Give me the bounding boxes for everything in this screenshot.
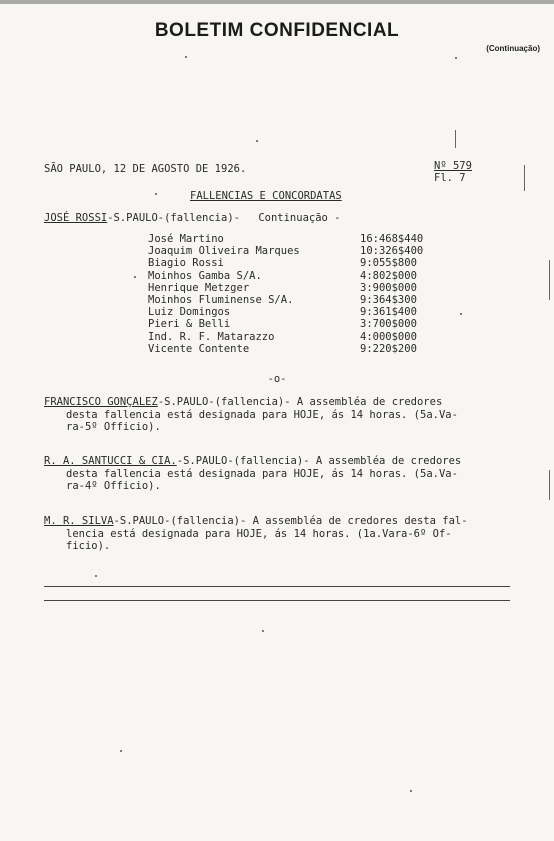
- notice-line: desta fallencia está designada para HOJE, ás 14 horas. (5a.Va-: [66, 467, 458, 480]
- case-location: -S.PAULO-(fallencia)-: [107, 212, 240, 224]
- notice-name: FRANCISCO GONÇALEZ: [44, 396, 158, 408]
- creditor-name: Henrique Metzger: [148, 281, 250, 294]
- bulletin-title: BOLETIM CONFIDENCIAL: [154, 20, 400, 41]
- scan-speck: [410, 790, 412, 792]
- creditor-name: Vicente Contente: [148, 342, 250, 355]
- scan-mark: [549, 260, 550, 300]
- case-name: JOSÉ ROSSI: [44, 212, 108, 224]
- creditor-amount: 3:900$000: [360, 281, 417, 294]
- creditor-row: [148, 257, 468, 269]
- creditor-name: José Martino: [148, 233, 224, 245]
- continuation-label: (Continuação): [486, 44, 540, 53]
- scan-speck: [185, 56, 187, 58]
- notice-paragraph: [44, 455, 514, 493]
- bulletin-number: Nº 579: [434, 160, 472, 172]
- scan-mark: [524, 165, 525, 191]
- case-note: Continuação -: [258, 212, 341, 224]
- dateline: SÃO PAULO, 12 DE AGOSTO DE 1926.: [44, 163, 247, 175]
- creditor-amount: 9:361$400: [360, 306, 417, 319]
- creditor-amount: 4:000$000: [360, 330, 417, 343]
- creditor-row: [148, 294, 468, 306]
- notice-paragraph: [44, 515, 514, 553]
- creditor-name: Moinhos Fluminense S/A.: [148, 294, 294, 307]
- closing-rule: [44, 600, 510, 601]
- scan-top-edge: [0, 0, 554, 4]
- scan-speck: [95, 575, 97, 577]
- scan-speck: [455, 57, 457, 59]
- creditor-amount: 10:326$400: [360, 245, 424, 258]
- creditor-row: [148, 306, 468, 318]
- creditor-name: Pieri & Belli: [148, 318, 231, 331]
- creditor-name: Biagio Rossi: [148, 257, 224, 270]
- creditor-row: [148, 318, 468, 330]
- creditor-name: Joaquim Oliveira Marques: [148, 245, 300, 258]
- scan-speck: [460, 313, 462, 315]
- creditor-row: [148, 343, 468, 355]
- creditor-row: [148, 331, 468, 343]
- scan-speck: [155, 193, 157, 195]
- section-heading: FALLENCIAS E CONCORDATAS: [190, 190, 342, 202]
- creditor-list: [148, 233, 468, 355]
- creditor-amount: 3:700$000: [360, 318, 417, 331]
- creditor-amount: 9:055$800: [360, 257, 417, 270]
- notice-name: M. R. SILVA: [44, 515, 114, 527]
- case-header: [44, 212, 341, 224]
- notice-line: ra-5º Officio).: [66, 421, 161, 433]
- scan-speck: [134, 276, 136, 278]
- section-separator: -o-: [267, 373, 287, 385]
- notice-line: desta fallencia está designada para HOJE, ás 14 horas. (5a.Va-: [66, 408, 458, 421]
- notice-line: -S.PAULO-(fallencia)- A assembléa de credores desta fal-: [113, 515, 468, 527]
- scan-mark: [455, 130, 456, 148]
- scan-speck: [120, 750, 122, 752]
- creditor-amount: 9:364$300: [360, 294, 417, 307]
- notice-name: R. A. SANTUCCI & CIA.: [44, 455, 177, 467]
- creditor-row: [148, 245, 468, 257]
- creditor-row: [148, 270, 468, 282]
- scan-speck: [262, 630, 264, 632]
- creditor-name: Moinhos Gamba S/A.: [148, 269, 262, 282]
- scan-speck: [256, 140, 258, 142]
- closing-rule: [44, 586, 510, 587]
- notice-line: ficio).: [66, 540, 111, 552]
- scan-mark: [549, 470, 550, 500]
- creditor-amount: 9:220$200: [360, 342, 417, 355]
- creditor-row: [148, 282, 468, 294]
- notice-line: ra-4º Officio).: [66, 480, 161, 492]
- notice-paragraph: [44, 396, 514, 434]
- creditor-row: [148, 233, 468, 245]
- creditor-name: Luiz Domingos: [148, 306, 231, 319]
- notice-line: -S.PAULO-(fallencia)- A assembléa de credores: [157, 396, 443, 408]
- creditor-amount: 16:468$440: [360, 233, 424, 245]
- notice-line: -S.PAULO-(fallencia)- A assembléa de credores: [176, 455, 462, 467]
- notice-line: lencia está designada para HOJE, ás 14 horas. (1a.Vara-6º Of-: [66, 527, 452, 540]
- creditor-amount: 4:802$000: [360, 269, 417, 282]
- sheet-number: Fl. 7: [434, 172, 466, 184]
- creditor-name: Ind. R. F. Matarazzo: [148, 330, 275, 343]
